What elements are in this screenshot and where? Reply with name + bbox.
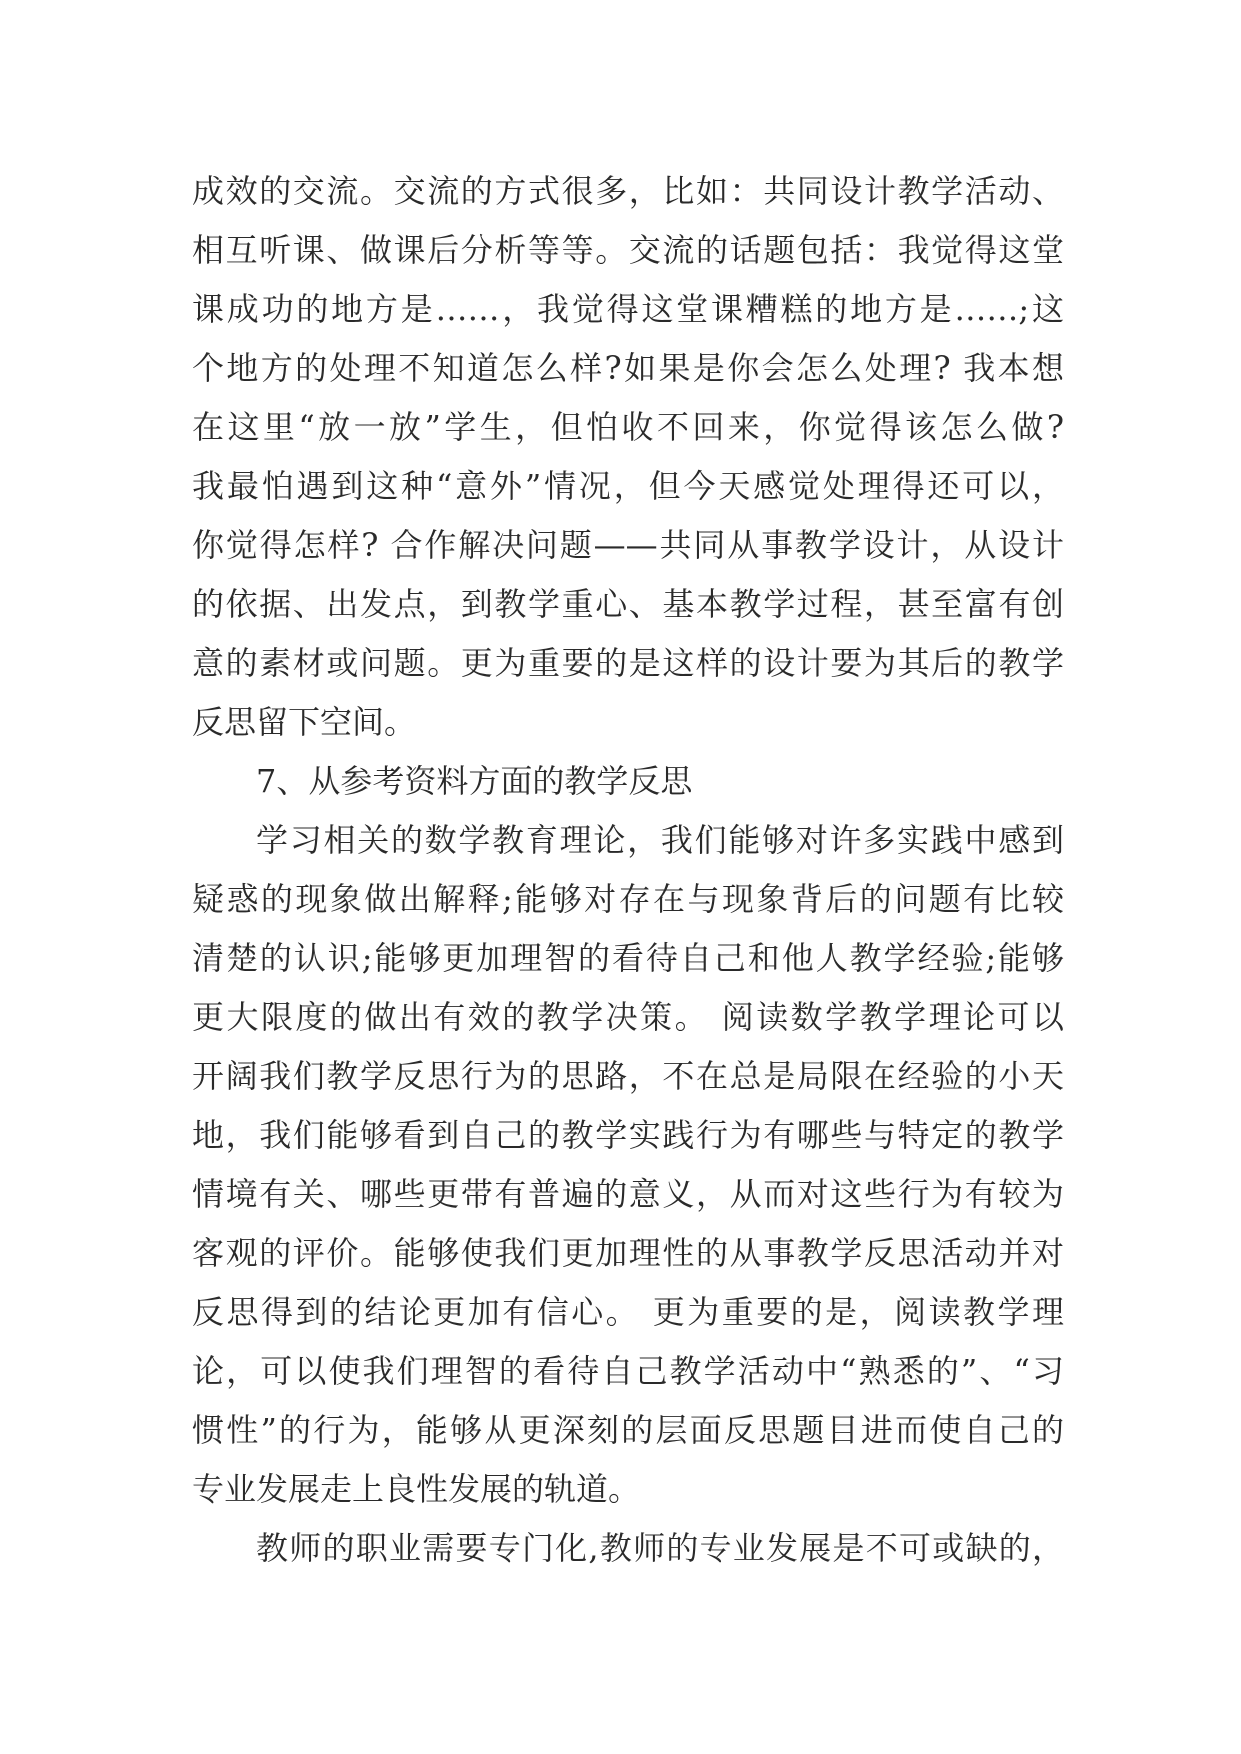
text-line: 惯性”的行为，能够从更深刻的层面反思题目进而使自己的 — [192, 1411, 1064, 1449]
text-line: 反思得到的结论更加有信心。 更为重要的是，阅读教学理 — [192, 1293, 1064, 1331]
text-line: 论，可以使我们理智的看待自己教学活动中“熟悉的”、“习 — [192, 1352, 1064, 1390]
text-line: 教师的职业需要专门化,教师的专业发展是不可或缺的， — [256, 1529, 1064, 1567]
text-line: 地，我们能够看到自己的教学实践行为有哪些与特定的教学 — [192, 1116, 1064, 1154]
text-line: 学习相关的数学教育理论，我们能够对许多实践中感到 — [256, 821, 1064, 859]
text-line: 情境有关、哪些更带有普遍的意义，从而对这些行为有较为 — [192, 1175, 1064, 1213]
text-line: 反思留下空间。 — [192, 703, 417, 741]
text-line: 成效的交流。交流的方式很多，比如：共同设计教学活动、 — [192, 172, 1064, 210]
text-line: 个地方的处理不知道怎么样?如果是你会怎么处理? 我本想 — [192, 349, 1064, 387]
text-line: 清楚的认识;能够更加理智的看待自己和他人教学经验;能够 — [192, 939, 1064, 977]
text-line: 课成功的地方是……，我觉得这堂课糟糕的地方是……;这 — [192, 290, 1064, 328]
text-line: 相互听课、做课后分析等等。交流的话题包括：我觉得这堂 — [192, 231, 1064, 269]
text-line: 疑惑的现象做出解释;能够对存在与现象背后的问题有比较 — [192, 880, 1064, 918]
text-line: 专业发展走上良性发展的轨道。 — [192, 1470, 641, 1508]
body-text — [192, 162, 1064, 1578]
text-line: 我最怕遇到这种“意外”情况，但今天感觉处理得还可以， — [192, 467, 1064, 505]
text-line: 开阔我们教学反思行为的思路，不在总是局限在经验的小天 — [192, 1057, 1064, 1095]
text-line: 的依据、出发点，到教学重心、基本教学过程，甚至富有创 — [192, 585, 1064, 623]
text-line: 意的素材或问题。更为重要的是这样的设计要为其后的教学 — [192, 644, 1064, 682]
text-line: 客观的评价。能够使我们更加理性的从事教学反思活动并对 — [192, 1234, 1064, 1272]
text-line: 更大限度的做出有效的教学决策。 阅读数学教学理论可以 — [192, 998, 1064, 1036]
text-line: 在这里“放一放”学生，但怕收不回来，你觉得该怎么做? — [192, 408, 1064, 446]
section-heading: 7、从参考资料方面的教学反思 — [256, 762, 693, 800]
text-line: 你觉得怎样? 合作解决问题——共同从事教学设计，从设计 — [192, 526, 1064, 564]
